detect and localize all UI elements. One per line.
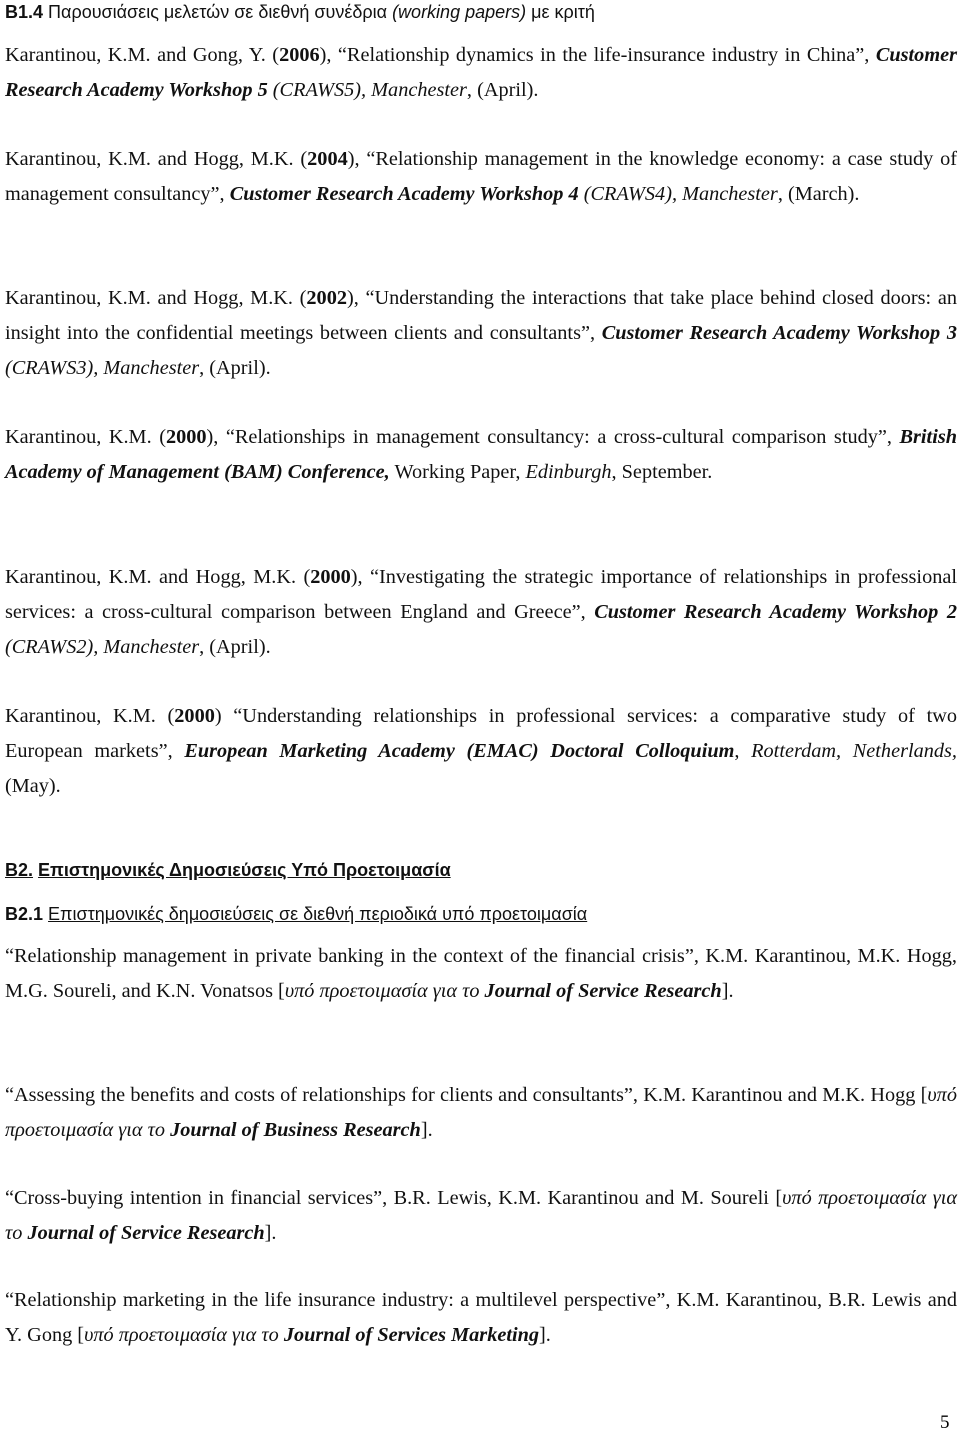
section-heading-b2-1 [5, 903, 587, 925]
publication-in-preparation: “Cross-buying intention in financial services”, B.R. Lewis, K.M. Karantinou and M. Soureli [υπό προετοιμασία για το Journal of Service Research]. [5, 1187, 957, 1244]
publication-in-preparation: “Relationship marketing in the life insurance industry: a multilevel perspective”, K.M. Karantinou, B.R. Lewis and Y. Gong [υπό προετοιμασία για το Journal of Services Marketing]. [5, 1289, 957, 1346]
section-number: B1.4 [5, 2, 44, 22]
working-paper-entry: Karantinou, K.M. (2000) “Understanding relationships in professional services: a comparative study of two European markets”, European Marketing Academy (EMAC) Doctoral Colloquium, Rotterdam, Netherlands, (May). [5, 705, 957, 797]
publication-in-preparation: “Assessing the benefits and costs of relationships for clients and consultants”, K.M. Karantinou and M.K. Hogg [υπό προετοιμασία για το Journal of Business Research]. [5, 1084, 957, 1141]
journal-title: Journal of Service Research [484, 979, 722, 1002]
venue-title: Customer Research Academy Workshop 2 [594, 600, 957, 623]
section-title-suffix: με κριτή [531, 2, 595, 22]
section-number: B2. [5, 860, 34, 880]
working-paper-entry: Karantinou, K.M. (2000), “Relationships in management consultancy: a cross-cultural comparison study”, British Academy of Management (BAM) Conference, Working Paper, Edinburgh, September. [5, 426, 957, 483]
venue-title: Customer Research Academy Workshop 4 [229, 182, 579, 205]
working-paper-entry: Karantinou, K.M. and Hogg, M.K. (2000), “Investigating the strategic importance of relationships in professional services: a cross-cultural comparison between England and Greece”, Customer Research Academy Workshop 2 (CRAWS2), Manchester, (April). [5, 566, 957, 658]
venue-title: Customer Research Academy Workshop 3 [601, 321, 957, 344]
working-paper-entry: Karantinou, K.M. and Gong, Y. (2006), “Relationship dynamics in the life-insurance industry in China”, Customer Research Academy Workshop 5 (CRAWS5), Manchester, (April). [5, 44, 957, 101]
section-heading-b2 [5, 859, 451, 881]
section-title: Παρουσιάσεις μελετών σε διεθνή συνέδρια [48, 2, 388, 22]
venue-title: British Academy of Management (BAM) Conference, [5, 426, 957, 483]
section-title: Επιστημονικές Δημοσιεύσεις Υπό Προετοιμασία [38, 860, 451, 880]
journal-title: Journal of Business Research [170, 1118, 421, 1141]
working-paper-entry: Karantinou, K.M. and Hogg, M.K. (2004), “Relationship management in the knowledge economy: a case study of management consultancy”, Customer Research Academy Workshop 4 (CRAWS4), Manchester, (March). [5, 148, 957, 205]
venue-title: Customer Research Academy Workshop 5 [5, 44, 957, 101]
venue-title: European Marketing Academy (EMAC) Doctoral Colloquium [184, 739, 735, 762]
document-page [5, 0, 957, 1436]
working-paper-entry: Karantinou, K.M. and Hogg, M.K. (2002), “Understanding the interactions that take place behind closed doors: an insight into the confidential meetings between clients and consultants”, Customer Research Academy Workshop 3 (CRAWS3), Manchester, (April). [5, 287, 957, 379]
section-title-italic: (working papers) [392, 2, 527, 22]
page-number: 5 [940, 1412, 950, 1433]
section-heading-b1-4 [5, 1, 595, 23]
journal-title: Journal of Services Marketing [283, 1323, 540, 1346]
journal-title: Journal of Service Research [27, 1221, 265, 1244]
publication-in-preparation: “Relationship management in private banking in the context of the financial crisis”, K.M. Karantinou, M.K. Hogg, M.G. Soureli, and K.N. Vonatsos [υπό προετοιμασία για το Journal of Service Research]. [5, 945, 957, 1002]
section-number: B2.1 [5, 904, 44, 924]
section-title: Επιστημονικές δημοσιεύσεις σε διεθνή περιοδικά υπό προετοιμασία [48, 904, 588, 924]
